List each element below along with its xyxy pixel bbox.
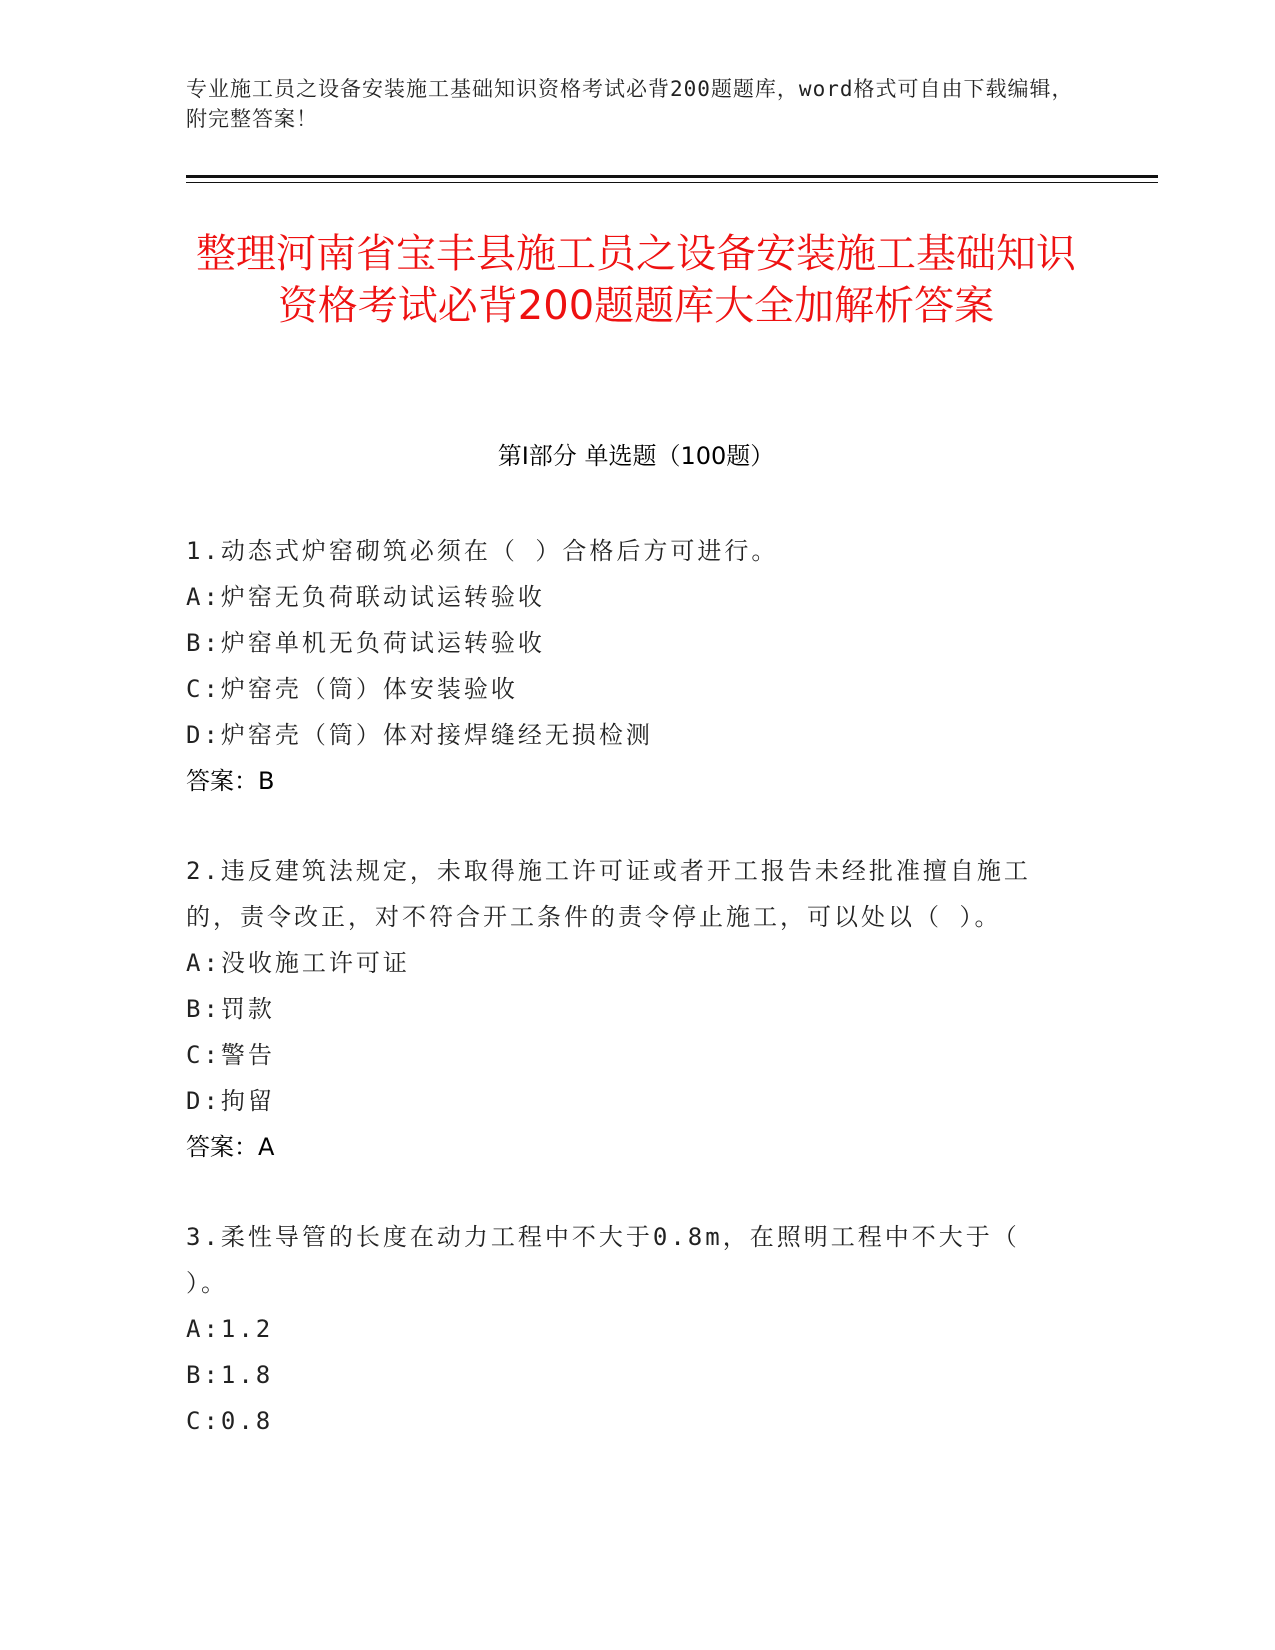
option-a: A:炉窑无负荷联动试运转验收 <box>186 583 545 611</box>
header-rule-thick <box>186 175 1158 178</box>
option-b: B:1.8 <box>186 1361 274 1389</box>
header-rule-thin <box>186 182 1158 183</box>
question-stem: 1.动态式炉窑砌筑必须在（ ）合格后方可进行。 <box>186 537 779 565</box>
option-a: A:没收施工许可证 <box>186 949 410 977</box>
option-b: B:罚款 <box>186 995 275 1023</box>
option-a: A:1.2 <box>186 1315 274 1343</box>
question-stem: 3.柔性导管的长度在动力工程中不大于0.8m，在照明工程中不大于（ ）。 <box>186 1223 1020 1297</box>
document-title: 整理河南省宝丰县施工员之设备安装施工基础知识资格考试必背200题题库大全加解析答案 <box>196 231 1076 329</box>
option-c: C:炉窑壳（筒）体安装验收 <box>186 675 518 703</box>
question-1 <box>186 528 1066 804</box>
option-d: D:拘留 <box>186 1087 275 1115</box>
option-c: C:警告 <box>186 1041 275 1069</box>
header-note: 专业施工员之设备安装施工基础知识资格考试必背200题题库，word格式可自由下载编辑，附完整答案！ <box>186 77 1074 131</box>
option-d: D:炉窑壳（筒）体对接焊缝经无损检测 <box>186 721 653 749</box>
question-2 <box>186 848 1066 1170</box>
question-3 <box>186 1214 1066 1444</box>
section-heading: 第Ⅰ部分 单选题（100题） <box>497 442 775 470</box>
question-stem: 2.违反建筑法规定，未取得施工许可证或者开工报告未经批准擅自施工的，责令改正，对不符合开工条件的责令停止施工，可以处以（ ）。 <box>186 857 1031 931</box>
option-b: B:炉窑单机无负荷试运转验收 <box>186 629 545 657</box>
option-c: C:0.8 <box>186 1407 274 1435</box>
answer: 答案：B <box>186 767 275 795</box>
question-list <box>186 528 1066 1488</box>
answer: 答案：A <box>186 1133 275 1161</box>
